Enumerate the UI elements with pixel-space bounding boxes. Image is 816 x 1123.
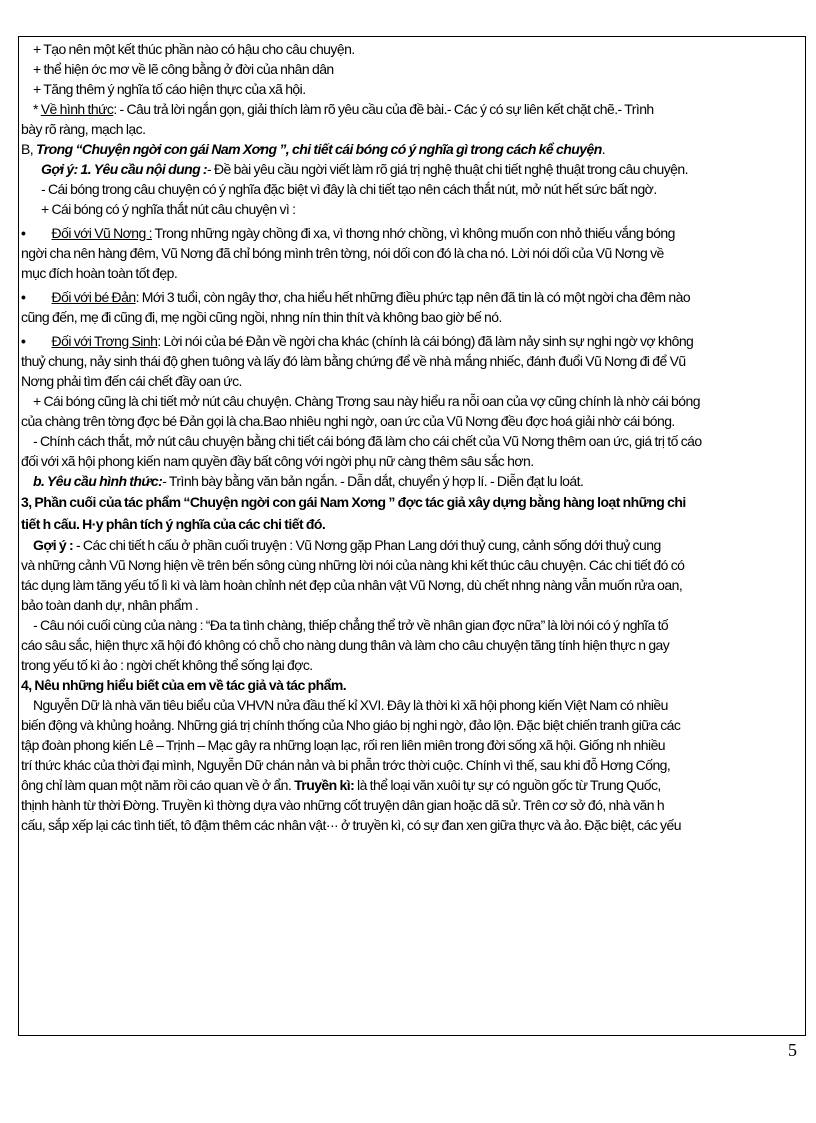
text-line: mục đích hoàn toàn tốt đẹp. xyxy=(21,265,178,281)
text-line: Nơng phải tìm đến cái chết đầy oan ức. xyxy=(21,373,242,389)
text-line: trí thức khác của thời đại mình, Nguyễn Dữ chán nản và bi phẫn trớc thời cuộc. Chính vì thế, sau khi đỗ Hơng Cống, xyxy=(21,757,671,773)
text-line: và những cảnh Vũ Nơng hiện về trên bến sông cùng những lời nói của nàng khi kết thúc câu chuyện. Các chi tiết đó có xyxy=(21,557,685,573)
text-line: + thể hiện ớc mơ về lẽ công bằng ở đời của nhân dân xyxy=(33,61,334,77)
text-line: Gợi ý : - Các chi tiết h cấu ở phần cuối truyện : Vũ Nơng gặp Phan Lang dới thuỷ cung, cảnh sống dới thuỷ cung xyxy=(33,537,661,553)
text-line: Gợi ý: 1. Yêu cầu nội dung :- Đề bài yêu cầu ngời viết làm rõ giá trị nghệ thuật chi tiết nghệ thuật trong câu chuyện. xyxy=(41,161,688,177)
question-4-heading: 4, Nêu những hiểu biết của em về tác giả và tác phẩm. xyxy=(21,677,347,693)
text-line: + Tạo nên một kết thúc phần nào có hậu cho câu chuyện. xyxy=(33,41,355,57)
question-3-heading: 3, Phần cuối của tác phẩm “Chuyện ngời con gái Nam Xơng ” đợc tác giả xây dựng bằng hàng loạt những chi xyxy=(21,494,686,510)
text-line: cấu, sắp xếp lại các tình tiết, tô đậm thêm các nhân vật··· ở truyền kì, có sự đan xen giữa thực và ảo. Đặc biệt, các yếu xyxy=(21,817,681,833)
text-line: bảo toàn danh dự, nhân phẩm . xyxy=(21,597,199,613)
text-line: trong yếu tố kì ảo : ngời chết không thể sống lại đợc. xyxy=(21,657,313,673)
question-b-heading: B, Trong “Chuyện ngời con gái Nam Xơng ”, chi tiết cái bóng có ý nghĩa gì trong cách kể chuyện. xyxy=(21,141,606,157)
text-line: cũng đến, mẹ đi cũng đi, mẹ ngồi cũng ngồi, nhng nín thin thít và không bao giờ bế nó. xyxy=(21,309,502,325)
text-line: * Về hình thức: - Câu trả lời ngắn gọn, giải thích làm rõ yêu cầu của đề bài.- Các ý có sự liên kết chặt chẽ.- Trình xyxy=(33,101,654,117)
document-body xyxy=(19,39,806,835)
text-line: - Chính cách thắt, mở nút câu chuyện bằng chi tiết cái bóng đã làm cho cái chết của Vũ Nơng thêm oan ức, giá trị tố cáo xyxy=(33,433,702,449)
text-line: thịnh hành từ thời Đờng. Truyền kì thờng dựa vào những cốt truyện dân gian hoặc dã sử. Trên cơ sở đó, nhà văn h xyxy=(21,797,665,813)
text-line: - Cái bóng trong câu chuyện có ý nghĩa đặc biệt vì đây là chi tiết tạo nên cách thắt nút, mở nút hết sức bất ngờ. xyxy=(41,181,657,197)
text-line: bày rõ ràng, mạch lạc. xyxy=(21,121,146,137)
text-line: tác dụng làm tăng yếu tố lì kì và làm hoàn chỉnh nét đẹp của nhân vật Vũ Nơng, dù chết nhng nàng vẫn muốn rửa oan, xyxy=(21,577,683,593)
text-line: ông chỉ làm quan một năm rồi cáo quan về ở ẩn. Truyền kì: là thể loại văn xuôi tự sự có nguồn gốc từ Trung Quốc, xyxy=(21,777,661,793)
text-line: tập đoàn phong kiến Lê – Trịnh – Mạc gây ra những loạn lạc, rối ren liên miên trong đời sống xã hội. Giống nh nhiều xyxy=(21,737,666,753)
question-3-heading-cont: tiết h cấu. H·y phân tích ý nghĩa của các chi tiết đó. xyxy=(21,516,326,532)
text-line: + Cái bóng có ý nghĩa thắt nút câu chuyện vì : xyxy=(41,201,296,217)
bullet-item: • Đối với bé Đản: Mới 3 tuổi, còn ngây thơ, cha hiểu hết những điều phức tạp nên đã tin là có một ngời cha đêm nào xyxy=(21,289,691,305)
text-line: b. Yêu cầu hình thức:- Trình bày bằng văn bản ngắn. - Dẫn dắt, chuyển ý hợp lí. - Diễn đạt lu loát. xyxy=(33,473,584,489)
page-frame xyxy=(18,36,806,1036)
text-line: - Câu nói cuối cùng của nàng : “Đa ta tình chàng, thiếp chẳng thể trở về nhân gian đợc nữa” là lời nói có ý nghĩa tố xyxy=(33,617,669,633)
bullet-item: • Đối với Vũ Nơng : Trong những ngày chồng đi xa, vì thơng nhớ chồng, vì không muốn con nhỏ thiếu vắng bóng xyxy=(21,225,675,241)
text-line: ngời cha nên hàng đêm, Vũ Nơng đã chỉ bóng mình trên tờng, nói dối con đó là cha nó. Lời nói dối của Vũ Nơng về xyxy=(21,245,664,261)
text-line: đối với xã hội phong kiến nam quyền đầy bất công với ngời phụ nữ càng thêm sâu sắc hơn. xyxy=(21,453,534,469)
text-line: + Tăng thêm ý nghĩa tố cáo hiện thực của xã hội. xyxy=(33,81,306,97)
page-number: 5 xyxy=(788,1040,797,1060)
form-heading: Về hình thức xyxy=(40,101,114,117)
text-line: Nguyễn Dữ là nhà văn tiêu biểu của VHVN nửa đầu thế kỉ XVI. Đây là thời kì xã hội phong kiến Việt Nam có nhiều xyxy=(33,697,668,713)
text-line: biến động và khủng hoảng. Những giá trị chính thống của Nho giáo bị nghi ngờ, đảo lộn. Đặc biệt chiến tranh giữa các xyxy=(21,717,681,733)
text-line: thuỷ chung, nảy sinh thái độ ghen tuông và lấy đó làm bằng chứng để về nhà mắng nhiếc, đánh đuổi Vũ Nơng đi để Vũ xyxy=(21,353,686,369)
bullet-item: • Đối với Trơng Sinh: Lời nói của bé Đản về ngời cha khác (chính là cái bóng) đã làm nảy sinh sự nghi ngờ vợ không xyxy=(21,333,694,349)
text-line: + Cái bóng cũng là chi tiết mở nút câu chuyện. Chàng Trơng sau này hiểu ra nỗi oan của vợ cũng chính là nhờ cái bóng xyxy=(33,393,700,409)
text-line: cáo sâu sắc, hiện thực xã hội đó không có chỗ cho nàng dung thân và làm cho câu chuyện tăng tính hiện thực n gay xyxy=(21,637,670,653)
text-line: của chàng trên tờng đợc bé Đản gọi là cha.Bao nhiêu nghi ngờ, oan ức của Vũ Nơng đều đợc hoá giải nhờ cái bóng. xyxy=(21,413,675,429)
